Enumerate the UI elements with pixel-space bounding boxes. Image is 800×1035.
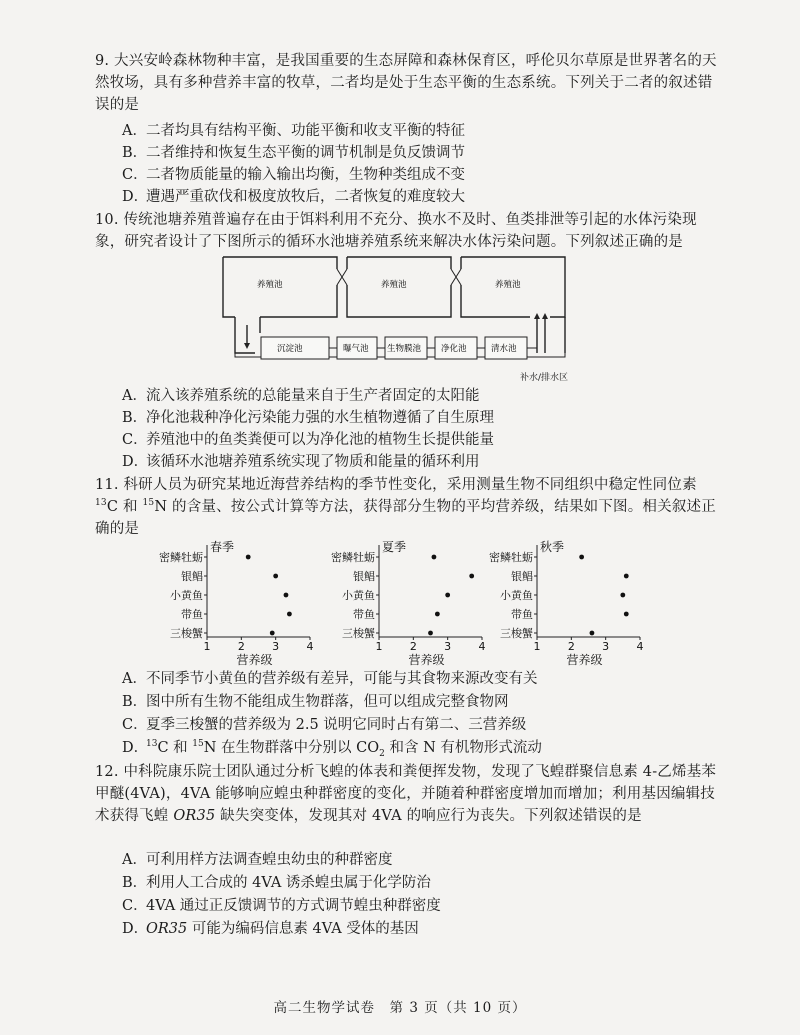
- category-label: 密鳞牡蛎: [159, 551, 203, 564]
- water-supply-label: 补水/排水区: [520, 373, 569, 383]
- pond-system-diagram: [215, 253, 610, 383]
- x-axis-label: 营养级: [408, 653, 445, 667]
- q12-option-d: D．OR35 可能为编码信息素 4VA 受体的基因: [122, 921, 419, 937]
- x-axis-label: 营养级: [566, 653, 603, 667]
- category-label: 三梭蟹: [342, 627, 375, 640]
- data-point: [432, 555, 437, 560]
- question-11-stem: 11. 科研人员为研究某地近海营养结构的季节性变化，采用测量生物不同组织中稳定性同位素$^{13}$C 和 $^{15}$N 的含量、按公式计算等方法，获得部分生物的平均营养级，结果如下图。相关叙述正确的是: [95, 477, 716, 537]
- q10-option-d: D．该循环水池塘养殖系统实现了物质和能量的循环利用: [122, 454, 480, 470]
- x-tick-label: 3: [444, 640, 452, 653]
- chart-title: 秋季: [540, 540, 565, 554]
- q10-option-c: C．养殖池中的鱼类粪便可以为净化池的植物生长提供能量: [122, 432, 494, 448]
- category-label: 带鱼: [511, 608, 533, 621]
- data-point: [624, 612, 629, 617]
- x-tick-label: 3: [602, 640, 610, 653]
- q12-option-a: A．可利用样方法调查蝗虫幼虫的种群密度: [122, 852, 393, 868]
- question-12-stem: 12. 中科院康乐院士团队通过分析飞蝗的体表和粪便挥发物，发现了飞蝗群聚信息素 4-乙烯基苯甲醚(4VA)，4VA 能够响应蝗虫种群密度的变化，并随着种群密度增加而增加；利用基因编辑技术获得飞蝗 OR35 缺失突变体，发现其对 4VA 的响应行为丧失。下列叙述错误的是: [95, 764, 717, 824]
- q11-option-b: B．图中所有生物不能组成生物群落，但可以组成完整食物网: [122, 694, 509, 710]
- data-point: [270, 631, 275, 636]
- q9-option-d: D．遭遇严重砍伐和极度放牧后，二者恢复的难度较大: [122, 189, 465, 205]
- q12-option-b: B．利用人工合成的 4VA 诱杀蝗虫属于化学防治: [122, 875, 431, 891]
- category-label: 三梭蟹: [170, 627, 203, 640]
- data-point: [620, 593, 625, 598]
- data-point: [284, 593, 289, 598]
- pond-label-1: 养殖池: [257, 280, 283, 290]
- q12-option-c: C．4VA 通过正反馈调节的方式调节蝗虫种群密度: [122, 898, 441, 914]
- data-point: [435, 612, 440, 617]
- category-label: 带鱼: [353, 608, 375, 621]
- question-9-stem: 9. 大兴安岭森林物种丰富，是我国重要的生态屏障和森林保育区，呼伦贝尔草原是世界著名的天然牧场，具有多种营养丰富的牧草，二者均是处于生态平衡的生态系统。下列关于二者的叙述错误的是: [95, 53, 717, 113]
- x-tick-label: 3: [272, 640, 280, 653]
- data-point: [579, 555, 584, 560]
- category-label: 银鲳: [181, 570, 203, 583]
- chart-spring: [159, 537, 325, 667]
- data-point: [469, 574, 474, 579]
- data-point: [445, 593, 450, 598]
- q9-option-b: B．二者维持和恢复生态平衡的调节机制是负反馈调节: [122, 145, 465, 161]
- category-label: 小黄鱼: [500, 589, 533, 602]
- category-label: 密鳞牡蛎: [489, 551, 533, 564]
- data-point: [590, 631, 595, 636]
- x-tick-label: 2: [237, 640, 245, 653]
- box-aeration: 曝气池: [343, 344, 369, 354]
- x-axis-label: 营养级: [236, 653, 273, 667]
- category-label: 小黄鱼: [170, 589, 203, 602]
- q11-option-c: C．夏季三梭蟹的营养级为 2.5 说明它同时占有第二、三营养级: [122, 717, 527, 733]
- x-tick-label: 1: [203, 640, 211, 653]
- pond-label-2: 养殖池: [381, 280, 407, 290]
- data-point: [273, 574, 278, 579]
- data-point: [246, 555, 251, 560]
- page-footer: 高二生物学试卷 第 3 页（共 10 页）: [273, 1000, 527, 1016]
- x-tick-label: 2: [567, 640, 575, 653]
- box-biofilm: 生物膜池: [387, 344, 422, 354]
- q11-option-d: D．$^{13}$C 和 $^{15}$N 在生物群落中分别以 $CO_2$ 和含 N 有机物形式流动: [122, 739, 542, 759]
- question-10-stem: 10. 传统池塘养殖普遍存在由于饵料利用不充分、换水不及时、鱼类排泄等引起的水体污染现象，研究者设计了下图所示的循环水池塘养殖系统来解决水体污染问题。下列叙述正确的是: [95, 212, 697, 250]
- x-tick-label: 4: [306, 640, 314, 653]
- x-tick-label: 1: [533, 640, 541, 653]
- q9-option-a: A．二者均具有结构平衡、功能平衡和收支平衡的特征: [122, 123, 465, 139]
- category-label: 银鲳: [511, 570, 533, 583]
- data-point: [428, 631, 433, 636]
- category-label: 密鳞牡蛎: [331, 551, 375, 564]
- chart-summer: [331, 537, 497, 667]
- q9-option-c: C．二者物质能量的输入输出均衡，生物种类组成不变: [122, 167, 465, 183]
- box-clean-water: 清水池: [491, 344, 517, 354]
- x-tick-label: 4: [478, 640, 486, 653]
- x-tick-label: 4: [636, 640, 644, 653]
- chart-title: 春季: [210, 540, 235, 554]
- x-tick-label: 2: [409, 640, 417, 653]
- q10-option-b: B．净化池栽种净化污染能力强的水生植物遵循了自生原理: [122, 410, 494, 426]
- category-label: 小黄鱼: [342, 589, 375, 602]
- category-label: 带鱼: [181, 608, 203, 621]
- q11-option-a: A．不同季节小黄鱼的营养级有差异，可能与其食物来源改变有关: [122, 671, 538, 687]
- category-label: 三梭蟹: [500, 627, 533, 640]
- box-sedimentation: 沉淀池: [277, 344, 303, 354]
- data-point: [287, 612, 292, 617]
- q10-option-a: A．流入该养殖系统的总能量来自于生产者固定的太阳能: [122, 388, 480, 404]
- data-point: [624, 574, 629, 579]
- pond-label-3: 养殖池: [495, 280, 521, 290]
- x-tick-label: 1: [375, 640, 383, 653]
- category-label: 银鲳: [353, 570, 375, 583]
- chart-autumn: [489, 537, 655, 667]
- chart-title: 夏季: [382, 540, 407, 554]
- box-purification: 净化池: [441, 344, 467, 354]
